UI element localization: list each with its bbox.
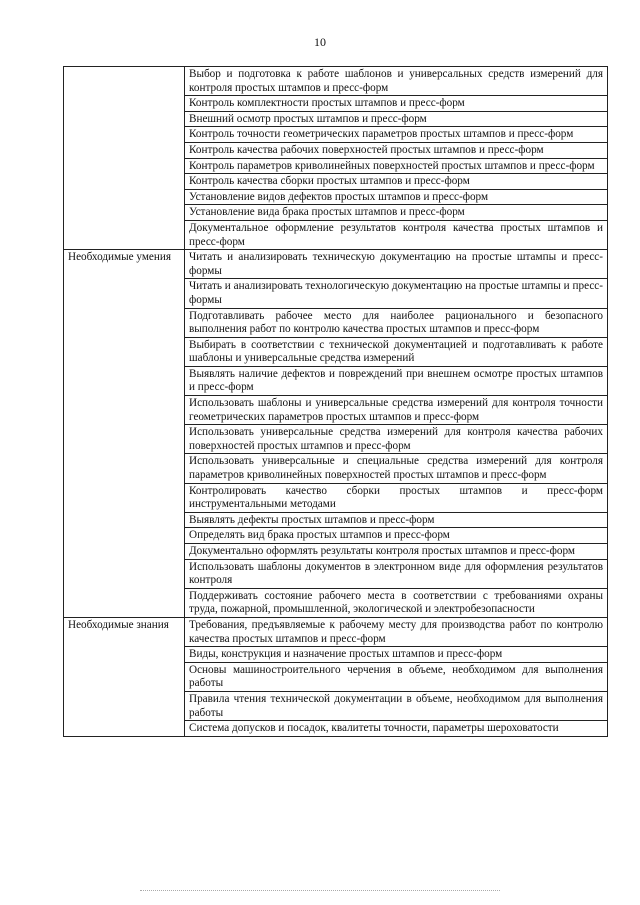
requirement-item: Контроль точности геометрических параметров простых штампов и пресс-форм <box>185 127 608 143</box>
requirement-item: Внешний осмотр простых штампов и пресс-форм <box>185 111 608 127</box>
requirement-item: Использовать шаблоны документов в электронном виде для оформления результатов контроля <box>185 559 608 588</box>
section-label: Необходимые умения <box>64 250 185 618</box>
footer-divider <box>140 890 500 892</box>
requirements-table <box>63 66 608 737</box>
requirement-item: Контроль комплектности простых штампов и пресс-форм <box>185 96 608 112</box>
requirement-item: Выявлять дефекты простых штампов и пресс-форм <box>185 512 608 528</box>
requirement-item: Поддерживать состояние рабочего места в соответствии с требованиями охраны труда, пожарной, промышленной, экологической и электробезопасности <box>185 588 608 617</box>
requirement-item: Контроль качества рабочих поверхностей простых штампов и пресс-форм <box>185 142 608 158</box>
requirement-item: Читать и анализировать техническую документацию на простые штампы и пресс-формы <box>185 250 608 279</box>
requirement-item: Контролировать качество сборки простых штампов и пресс-форм инструментальными методами <box>185 483 608 512</box>
requirement-item: Использовать универсальные средства измерений для контроля качества рабочих поверхностей простых штампов и пресс-форм <box>185 425 608 454</box>
section-label <box>64 67 185 250</box>
requirement-item: Правила чтения технической документации в объеме, необходимом для выполнения работы <box>185 691 608 720</box>
requirements-table-body <box>64 67 608 737</box>
section-label: Необходимые знания <box>64 617 185 736</box>
requirement-item: Выбирать в соответствии с технической документацией и подготавливать к работе шаблоны и универсальные средства измерений <box>185 337 608 366</box>
page-number: 10 <box>314 35 326 49</box>
requirement-item: Система допусков и посадок, квалитеты точности, параметры шероховатости <box>185 721 608 737</box>
requirement-item: Выявлять наличие дефектов и повреждений при внешнем осмотре простых штампов и пресс-форм <box>185 366 608 395</box>
requirement-item: Контроль качества сборки простых штампов и пресс-форм <box>185 174 608 190</box>
requirement-item: Документально оформлять результаты контроля простых штампов и пресс-форм <box>185 544 608 560</box>
table-row <box>64 617 608 646</box>
requirement-item: Читать и анализировать технологическую документацию на простые штампы и пресс-формы <box>185 279 608 308</box>
table-row <box>64 250 608 279</box>
requirement-item: Установление вида брака простых штампов и пресс-форм <box>185 205 608 221</box>
requirement-item: Использовать универсальные и специальные средства измерений для контроля параметров криволинейных поверхностей простых штампов и пресс-форм <box>185 454 608 483</box>
table-row <box>64 67 608 96</box>
requirement-item: Основы машиностроительного черчения в объеме, необходимом для выполнения работы <box>185 662 608 691</box>
requirement-item: Определять вид брака простых штампов и пресс-форм <box>185 528 608 544</box>
requirement-item: Выбор и подготовка к работе шаблонов и универсальных средств измерений для контроля простых штампов и пресс-форм <box>185 67 608 96</box>
requirement-item: Документальное оформление результатов контроля качества простых штампов и пресс-форм <box>185 220 608 249</box>
requirement-item: Контроль параметров криволинейных поверхностей простых штампов и пресс-форм <box>185 158 608 174</box>
requirement-item: Подготавливать рабочее место для наиболее рационального и безопасного выполнения работ по контролю качества простых штампов и пресс-форм <box>185 308 608 337</box>
requirement-item: Использовать шаблоны и универсальные средства измерений для контроля точности геометрических параметров простых штампов и пресс-форм <box>185 396 608 425</box>
requirement-item: Виды, конструкция и назначение простых штампов и пресс-форм <box>185 647 608 663</box>
requirement-item: Установление видов дефектов простых штампов и пресс-форм <box>185 189 608 205</box>
requirement-item: Требования, предъявляемые к рабочему месту для производства работ по контролю качества простых штампов и пресс-форм <box>185 617 608 646</box>
